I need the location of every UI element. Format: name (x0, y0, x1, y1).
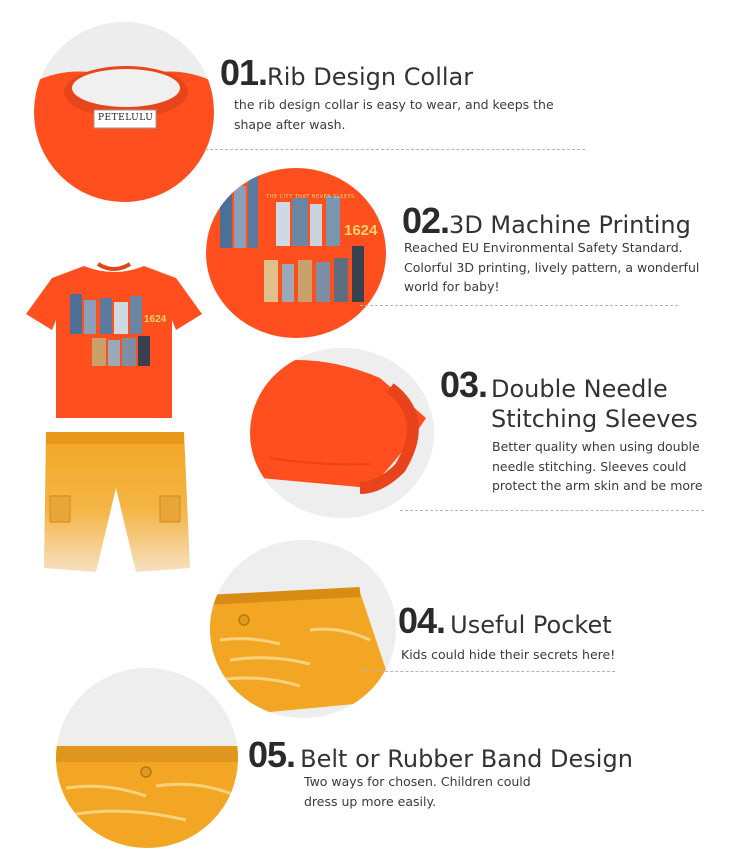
desc-line: Kids could hide their secrets here! (401, 647, 616, 662)
desc-line: world for baby! (404, 279, 500, 294)
feature-number: 03. (440, 364, 488, 405)
tshirt-product (26, 262, 202, 420)
feature-2 (402, 200, 691, 242)
feature-title: Useful Pocket (450, 611, 612, 639)
feature-title: 3D Machine Printing (449, 211, 691, 239)
shorts-illustration (40, 428, 190, 574)
tshirt-print-number: 1624 (144, 314, 167, 325)
feature-number: 01. (220, 52, 268, 93)
print-number: 1624 (344, 222, 378, 239)
divider (360, 671, 615, 672)
feature-title-line: Double Needle (491, 375, 668, 403)
divider (400, 510, 704, 511)
feature-3 (440, 364, 487, 406)
brand-label: PETELULU (98, 113, 154, 123)
feature-title-line: Stitching Sleeves (491, 405, 698, 433)
feature-number: 04. (398, 600, 446, 641)
desc-line: shape after wash. (234, 116, 346, 132)
feature-3-title (491, 374, 698, 434)
sleeve-illustration (250, 348, 434, 518)
feature-number: 02. (402, 200, 450, 241)
feature-1-description (234, 95, 554, 134)
feature-title: Rib Design Collar (267, 63, 474, 91)
sleeve-photo (250, 348, 434, 518)
desc-line: Two ways for chosen. Children could (304, 774, 531, 789)
feature-title: Belt or Rubber Band Design (300, 745, 633, 773)
feature-4-description (401, 645, 615, 665)
waistband-illustration (56, 668, 238, 848)
desc-line: Colorful 3D printing, lively pattern, a wonderful (404, 259, 700, 275)
waistband-photo (56, 668, 238, 848)
feature-5 (248, 734, 633, 776)
desc-line: the rib design collar is easy to wear, and keeps the (234, 97, 554, 112)
feature-5-description (304, 772, 531, 811)
tshirt-illustration (26, 262, 202, 420)
feature-3-description (492, 437, 703, 496)
feature-4 (398, 600, 612, 642)
desc-line: dress up more easily. (304, 793, 437, 809)
feature-1 (220, 52, 473, 94)
desc-line: Better quality when using double (492, 439, 700, 454)
desc-line: protect the arm skin and be more (492, 478, 703, 493)
divider (360, 305, 678, 306)
print-tagline: THE CITY THAT NEVER SLEEPS (266, 194, 355, 200)
desc-line: Reached EU Environmental Safety Standard. (404, 240, 683, 255)
collar-photo (34, 22, 214, 202)
divider (205, 149, 585, 150)
print-photo (206, 168, 386, 338)
feature-number: 05. (248, 734, 296, 775)
feature-2-description (404, 238, 699, 297)
desc-line: needle stitching. Sleeves could (492, 458, 687, 474)
collar-illustration (34, 22, 214, 202)
shorts-product (40, 428, 190, 574)
